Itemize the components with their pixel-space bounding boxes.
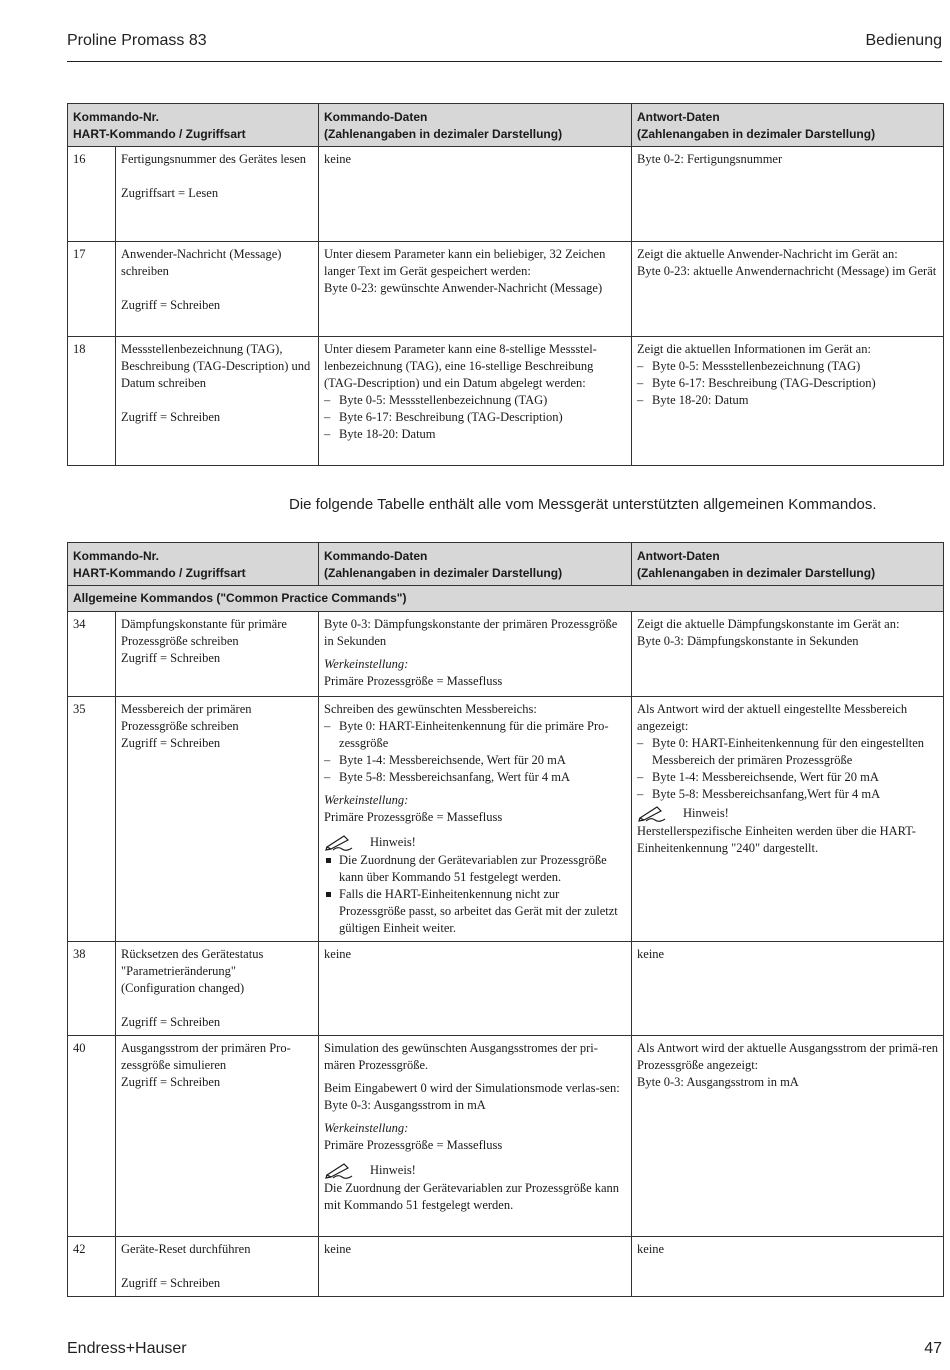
command-name: Messbereich der primären Prozessgröße schreiben [121, 702, 252, 733]
response-data [632, 1237, 944, 1297]
list-item-text: Byte 6-17: Beschreibung (TAG-Description) [339, 410, 563, 424]
table-header-row [68, 543, 944, 586]
header-product-name: Proline Promass 83 [67, 32, 207, 49]
command-data-text: Beim Eingabewert 0 wird der Simulationsmode verlas-sen: [324, 1081, 620, 1095]
response-data-text: Byte 0-23: aktuelle Anwendernachricht (Message) im Gerät [637, 264, 937, 278]
factory-setting-value: Primäre Prozessgröße = Massefluss [324, 674, 503, 688]
hint-block [324, 832, 626, 852]
hint-text: Die Zuordnung der Gerätevariablen zur Prozessgröße kann mit Kommando 51 festgelegt werden. [324, 1181, 620, 1212]
list-item-text: Byte 5-8: Messbereichsanfang, Wert für 4 mA [339, 770, 571, 784]
command-number: 35 [68, 697, 116, 942]
column-header-line: Kommando-Daten [324, 549, 428, 563]
column-header-line: (Zahlenangaben in dezimaler Darstellung) [637, 566, 876, 580]
command-data-text: Unter diesem Parameter kann eine 8-stellige Messstel-lenbezeichnung (TAG), eine 16-stellige Beschreibung (TAG-Description) und ein Datum abgelegt werden: [324, 342, 597, 390]
hint-text: Herstellerspezifische Einheiten werden über die HART-Einheitenkennung "240" dargestellt. [637, 824, 916, 855]
factory-setting-label: Werkeinstellung: [324, 657, 409, 671]
column-header-command [68, 104, 319, 147]
table-row [68, 147, 944, 242]
list-item: – Byte 0: HART-Einheitenkennung für die primäre Pro-zessgröße [324, 719, 609, 750]
table-row [68, 1237, 944, 1297]
list-item-text: Byte 1-4: Messbereichsende, Wert für 20 mA [652, 770, 879, 784]
command-name: Geräte-Reset durchführen [121, 1242, 251, 1256]
access-type: Zugriff = Schreiben [121, 410, 221, 424]
access-type: Zugriffsart = Lesen [121, 186, 219, 200]
response-data [632, 337, 944, 466]
list-item: – Byte 18-20: Datum [324, 427, 436, 441]
list-item-text: Byte 0: HART-Einheitenkennung für den eingestellten Messbereich der primären Prozessgröße [652, 736, 925, 767]
command-data [319, 1036, 632, 1237]
hint-label: Hinweis! [683, 805, 729, 820]
list-item-text: Byte 1-4: Messbereichsende, Wert für 20 mA [339, 753, 566, 767]
command-data-text: Byte 0-23: gewünschte Anwender-Nachricht (Message) [324, 281, 603, 295]
command-description [116, 337, 319, 466]
command-description [116, 697, 319, 942]
list-item-text: Byte 5-8: Messbereichsanfang,Wert für 4 mA [652, 787, 881, 801]
command-data-text: Unter diesem Parameter kann ein beliebiger, 32 Zeichen langer Text im Gerät gespeichert werden: [324, 247, 606, 278]
page-header [67, 30, 942, 62]
command-name: Anwender-Nachricht (Message) schreiben [121, 247, 282, 278]
table-row [68, 1036, 944, 1237]
command-number: 40 [68, 1036, 116, 1237]
list-item-text: Byte 0-5: Messstellenbezeichnung (TAG) [652, 359, 861, 373]
access-type: Zugriff = Schreiben [121, 298, 221, 312]
list-item: – Byte 0-5: Messstellenbezeichnung (TAG) [324, 393, 548, 407]
list-item-text: Byte 0-5: Messstellenbezeichnung (TAG) [339, 393, 548, 407]
command-description [116, 1036, 319, 1237]
command-number: 42 [68, 1237, 116, 1297]
command-name: Fertigungsnummer des Gerätes lesen [121, 152, 307, 166]
response-data [632, 942, 944, 1036]
pencil-note-icon [324, 833, 358, 851]
response-data [632, 612, 944, 697]
command-data-text: keine [324, 947, 352, 961]
command-number: 18 [68, 337, 116, 466]
response-data-text: Als Antwort wird der aktuell eingestellte Messbereich angezeigt: [637, 702, 908, 733]
table-row [68, 242, 944, 337]
column-header-line: Kommando-Nr. [73, 110, 160, 124]
column-header-line: (Zahlenangaben in dezimaler Darstellung) [324, 127, 563, 141]
section-heading: Allgemeine Kommandos ("Common Practice Commands") [68, 586, 944, 612]
list-item: Falls die HART-Einheitenkennung nicht zur Prozessgröße passt, so arbeitet das Gerät mit der zuletzt gültigen Einheit weiter. [324, 886, 626, 937]
command-name: Rücksetzen des Gerätestatus "Parametrieränderung" (Configuration changed) [121, 947, 264, 995]
response-data-text: Als Antwort wird der aktuelle Ausgangsstrom der primä-ren Prozessgröße angezeigt: [637, 1041, 938, 1072]
column-header-line: Antwort-Daten [637, 549, 720, 563]
column-header-line: Kommando-Daten [324, 110, 428, 124]
table-row [68, 697, 944, 942]
hart-command-table-1 [67, 103, 944, 466]
command-data-text: keine [324, 1242, 352, 1256]
command-number: 17 [68, 242, 116, 337]
command-description [116, 147, 319, 242]
pencil-note-icon [324, 1161, 358, 1179]
column-header-line: HART-Kommando / Zugriffsart [73, 127, 246, 141]
command-name: Messstellenbezeichnung (TAG), Beschreibung (TAG-Description) und Datum schreiben [121, 342, 311, 390]
response-data-text: Zeigt die aktuelle Dämpfungskonstante im Gerät an: [637, 617, 900, 631]
response-data [632, 147, 944, 242]
dash-list [324, 392, 626, 443]
page-number: 47 [924, 1340, 942, 1357]
response-data [632, 242, 944, 337]
hint-label: Hinweis! [370, 1162, 416, 1177]
response-data-text: Byte 0-2: Fertigungsnummer [637, 152, 783, 166]
dash-list [324, 718, 626, 786]
response-data-text: keine [637, 1242, 665, 1256]
response-data-text: Byte 0-3: Ausgangsstrom in mA [637, 1075, 799, 1089]
access-type: Zugriff = Schreiben [121, 1015, 221, 1029]
response-data [632, 1036, 944, 1237]
response-data-text: keine [637, 947, 665, 961]
table-row [68, 612, 944, 697]
command-data-text: Byte 0-3: Ausgangsstrom in mA [324, 1098, 486, 1112]
intro-paragraph: Die folgende Tabelle enthält alle vom Messgerät unterstützten allgemeinen Kommandos. [289, 496, 877, 513]
list-item: – Byte 18-20: Datum [637, 393, 749, 407]
column-header-command [68, 543, 319, 586]
factory-setting-value: Primäre Prozessgröße = Massefluss [324, 1138, 503, 1152]
command-number: 38 [68, 942, 116, 1036]
list-item-text: Byte 18-20: Datum [339, 427, 436, 441]
section-row [68, 586, 944, 612]
command-data [319, 612, 632, 697]
footer-company: Endress+Hauser [67, 1340, 187, 1357]
command-data-text: keine [324, 152, 352, 166]
response-data [632, 697, 944, 942]
command-data [319, 242, 632, 337]
list-item: – Byte 6-17: Beschreibung (TAG-Description) [324, 410, 563, 424]
dash-list [637, 358, 938, 409]
list-item-text: Byte 0: HART-Einheitenkennung für die primäre Pro-zessgröße [339, 719, 609, 750]
access-type: Zugriff = Schreiben [121, 651, 221, 665]
factory-setting-value: Primäre Prozessgröße = Massefluss [324, 810, 503, 824]
column-header-command-data [319, 543, 632, 586]
hint-label: Hinweis! [370, 834, 416, 849]
list-item: – Byte 0: HART-Einheitenkennung für den eingestellten Messbereich der primären Prozessgröße [637, 736, 925, 767]
pencil-note-icon [637, 804, 671, 822]
access-type: Zugriff = Schreiben [121, 736, 221, 750]
column-header-command-data [319, 104, 632, 147]
column-header-line: Antwort-Daten [637, 110, 720, 124]
square-bullet-list [324, 852, 626, 937]
command-data [319, 337, 632, 466]
access-type: Zugriff = Schreiben [121, 1075, 221, 1089]
column-header-line: (Zahlenangaben in dezimaler Darstellung) [637, 127, 876, 141]
list-item: – Byte 1-4: Messbereichsende, Wert für 20 mA [324, 753, 566, 767]
command-data [319, 697, 632, 942]
column-header-line: (Zahlenangaben in dezimaler Darstellung) [324, 566, 563, 580]
list-item: – Byte 0-5: Messstellenbezeichnung (TAG) [637, 359, 861, 373]
column-header-line: HART-Kommando / Zugriffsart [73, 566, 246, 580]
list-item-text: Byte 18-20: Datum [652, 393, 749, 407]
table-header-row [68, 104, 944, 147]
list-item: Die Zuordnung der Gerätevariablen zur Prozessgröße kann über Kommando 51 festgelegt werden. [324, 852, 626, 886]
hart-command-table-2 [67, 542, 944, 1297]
header-section-name: Bedienung [865, 32, 942, 49]
command-description [116, 942, 319, 1036]
command-data [319, 942, 632, 1036]
dash-list [637, 735, 938, 803]
access-type: Zugriff = Schreiben [121, 1276, 221, 1290]
command-description [116, 242, 319, 337]
command-data-text: Schreiben des gewünschten Messbereichs: [324, 702, 537, 716]
command-description [116, 612, 319, 697]
response-data-text: Zeigt die aktuelle Anwender-Nachricht im Gerät an: [637, 247, 898, 261]
column-header-line: Kommando-Nr. [73, 549, 160, 563]
factory-setting-label: Werkeinstellung: [324, 1121, 409, 1135]
column-header-response-data [632, 104, 944, 147]
table-row [68, 337, 944, 466]
command-data-text: Simulation des gewünschten Ausgangsstromes der pri-mären Prozessgröße. [324, 1041, 598, 1072]
list-item: – Byte 5-8: Messbereichsanfang,Wert für 4 mA [637, 787, 881, 801]
list-item: – Byte 6-17: Beschreibung (TAG-Description) [637, 376, 876, 390]
factory-setting-label: Werkeinstellung: [324, 793, 409, 807]
command-name: Ausgangsstrom der primären Pro-zessgröße simulieren [121, 1041, 291, 1072]
response-data-text: Byte 0-3: Dämpfungskonstante in Sekunden [637, 634, 859, 648]
list-item: – Byte 1-4: Messbereichsende, Wert für 20 mA [637, 770, 879, 784]
command-number: 16 [68, 147, 116, 242]
table-row [68, 942, 944, 1036]
command-data-text: Byte 0-3: Dämpfungskonstante der primären Prozessgröße in Sekunden [324, 617, 618, 648]
command-data [319, 147, 632, 242]
command-data [319, 1237, 632, 1297]
hint-block [637, 803, 938, 823]
hint-block [324, 1160, 626, 1180]
list-item-text: Byte 6-17: Beschreibung (TAG-Description) [652, 376, 876, 390]
response-data-text: Zeigt die aktuellen Informationen im Gerät an: [637, 342, 871, 356]
command-name: Dämpfungskonstante für primäre Prozessgröße schreiben [121, 617, 287, 648]
column-header-response-data [632, 543, 944, 586]
list-item: – Byte 5-8: Messbereichsanfang, Wert für 4 mA [324, 770, 571, 784]
command-number: 34 [68, 612, 116, 697]
command-description [116, 1237, 319, 1297]
